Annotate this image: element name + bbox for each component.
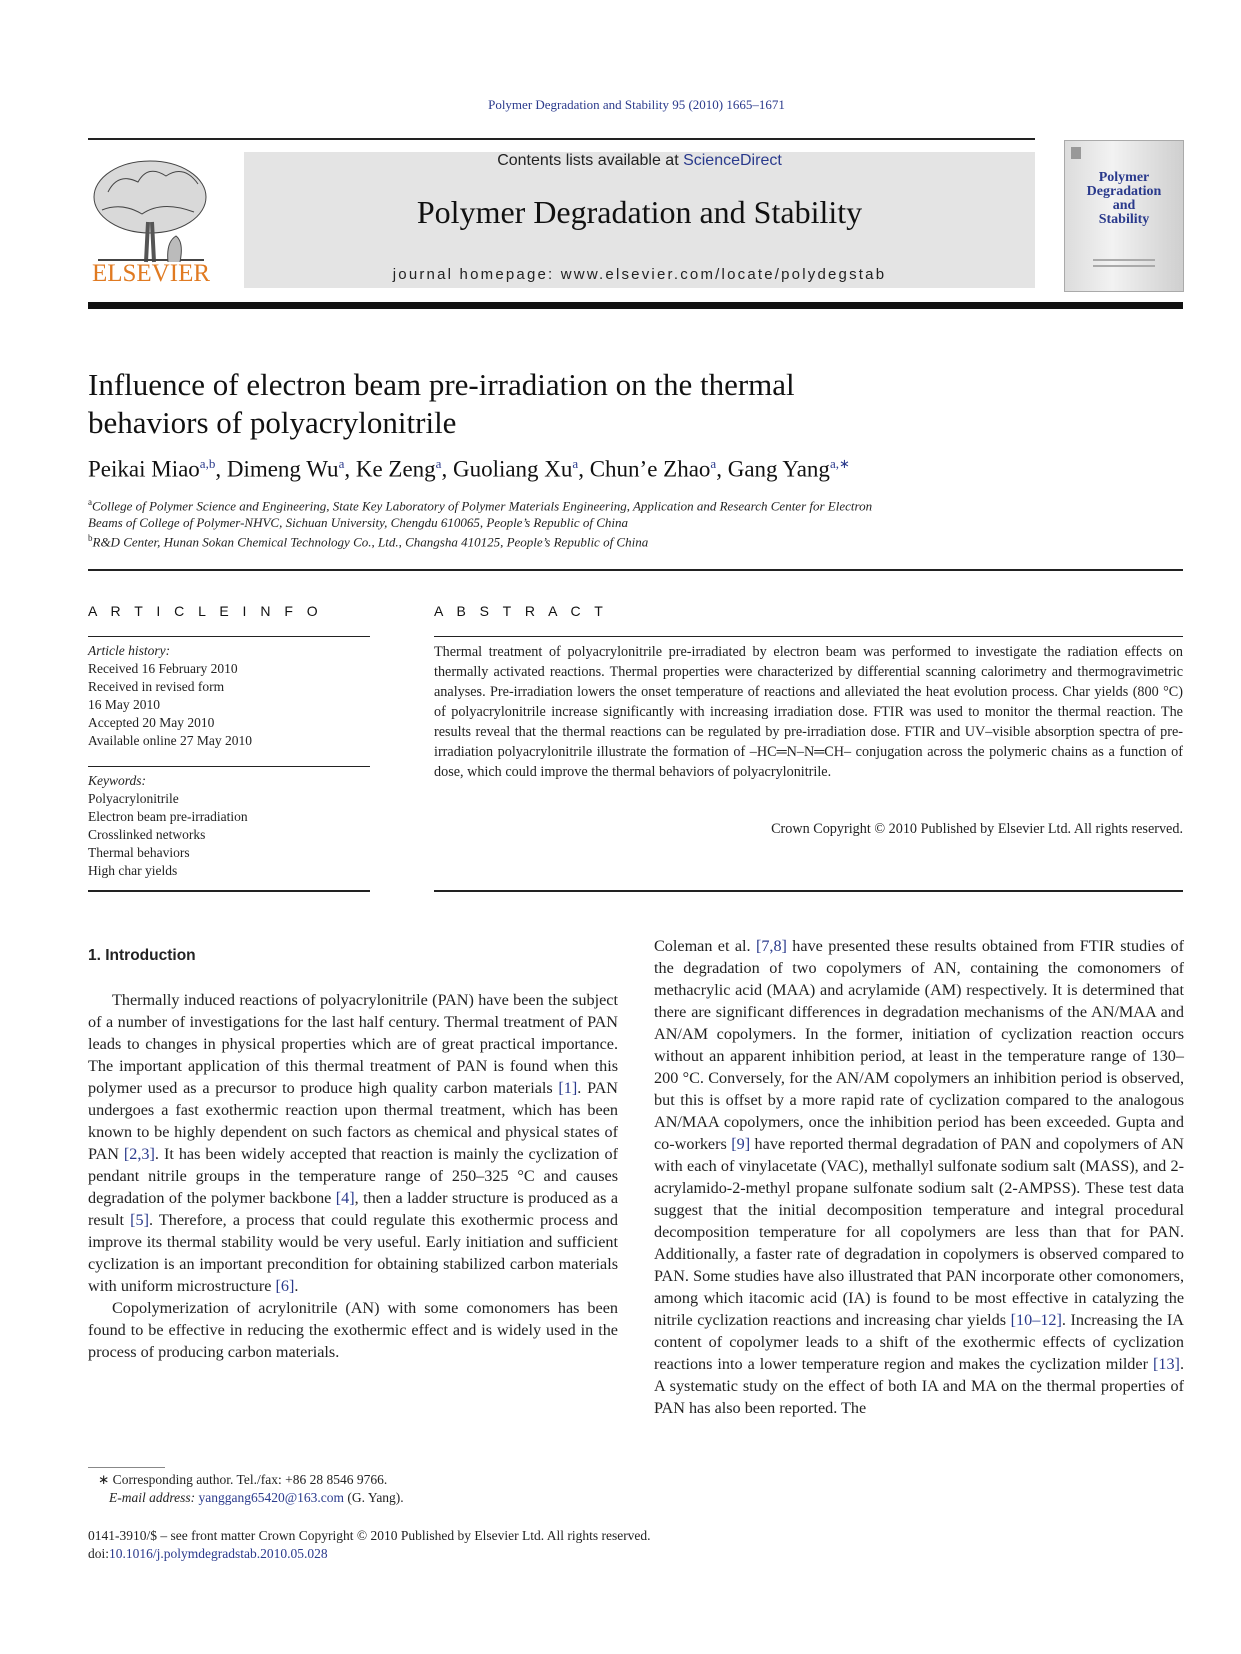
affiliation-text: Beams of College of Polymer-NHVC, Sichuan University, Chengdu 610065, People’s Republic of China [88,515,629,530]
journal-title: Polymer Degradation and Stability [416,194,863,230]
cover-title-line: Polymer [1098,170,1150,185]
body-paragraph [88,989,618,1297]
author-name: Gang Yang [727,456,830,482]
keywords-label: Keywords: [88,773,146,788]
history-item: 16 May 2010 [88,697,160,712]
doi-label: doi: [88,1546,110,1561]
citation-link[interactable]: [5] [130,1211,149,1229]
journal-cover-thumbnail[interactable] [1064,140,1184,292]
cover-title-line: Degradation [1086,184,1162,199]
author-name: Ke Zeng [355,456,436,482]
article-history [88,642,370,750]
body-text-run: . PAN undergoes a fast exothermic reaction upon thermal treatment, which has been known to be highly dependent on such factors as chemical and physical states of PAN [88,1079,618,1163]
abstract-rule [434,636,1183,637]
body-text-run: Coleman et al. [654,937,756,955]
affiliation-marker: b [88,533,93,543]
keywords [88,772,370,880]
email-link[interactable]: yanggang65420@163.com [198,1490,345,1505]
article-title-line: Influence of electron beam pre-irradiation on the thermal [88,367,795,402]
cover-title-line: Stability [1098,212,1150,227]
article-info-rule [88,636,370,637]
article-history-label: Article history: [88,643,171,658]
email-suffix: (G. Yang). [344,1490,404,1505]
footnote [98,1471,404,1507]
cover-logo-icon [1071,147,1081,159]
keyword-item: Crosslinked networks [88,827,206,842]
history-item: Accepted 20 May 2010 [88,715,215,730]
author-name: Dimeng Wu [226,456,339,482]
body-text-run: Copolymerization of acrylonitrile (AN) with some comonomers has been found to be effective in reducing the exothermic effect and is widely used in the process of producing carbon materials. [88,1299,618,1361]
author-name: Peikai Miao [88,456,200,482]
footnote-rule [88,1467,165,1468]
front-matter-note: 0141-3910/$ – see front matter Crown Copyright © 2010 Published by Elsevier Ltd. All rights reserved. [88,1528,651,1543]
body-text-run: have reported thermal degradation of PAN and copolymers of AN with each of vinylacetate (VAC), methallyl sulfonate sodium salt (MASS), and 2-acrylamido-2-methyl propane sulfonate sodium salt (2-AMPSS). These test data suggest that the initial decomposition temperature and integral procedural decomposition temperature for all copolymers are less than that for PAN. Additionally, a faster rate of degradation in copolymers is observed compared to PAN. Some studies have also illustrated that PAN incorporate other comonomers, among which itacomic acid (IA) is found to be most effective in catalyzing the nitrile cyclization reactions and increasing char yields [654,1135,1184,1329]
author-affiliation-link[interactable]: a,∗ [829,456,850,471]
affiliation-text: R&D Center, Hunan Sokan Chemical Technology Co., Ltd., Changsha 410125, People’s Republic of China [92,534,649,550]
header-top-rule [88,138,1035,140]
citation-link[interactable]: [4] [335,1189,355,1207]
cover-title-line: and [1112,198,1136,213]
author-affiliation-link[interactable]: a,b [199,456,216,471]
keyword-item: High char yields [88,863,178,878]
author-name: Chun’e Zhao [589,456,711,482]
author-affiliation-link[interactable]: a [435,456,442,471]
body-text-run: have presented these results obtained from FTIR studies of the degradation of two copolymers of AN, containing the comonomers of methacrylic acid (MAA) and acrylamide (AM) respectively. It is determined that there are significant differences in degradation mechanisms of the AN/MAA and AN/AM copolymers. In the former, initiation of cyclization reaction occurs without an apparent inhibition period, at least in the temperature range of 130–200 °C. Conversely, for the AN/AM copolymers an inhibition period is observed, but this is offset by a more rapid rate of cyclization compared to the analogous AN/MAA copolymers, once the inhibition period has been exceeded. Gupta and co-workers [654,937,1185,1153]
journal-homepage[interactable]: journal homepage: www.elsevier.com/locate/polydegstab [392,266,887,283]
cover-divider [1093,259,1155,261]
author-separator: , [344,456,356,482]
section-rule [88,569,1183,571]
journal-reference-link[interactable]: Polymer Degradation and Stability 95 (2010) 1665–1671 [488,97,785,112]
citation-link[interactable]: [9] [731,1135,751,1153]
article-title-line: behaviors of polyacrylonitrile [88,405,457,440]
article-info-rule [88,890,370,892]
affiliation-a [88,497,872,514]
author-affiliation-link[interactable]: a [338,456,345,471]
body-column-left [88,945,618,1363]
cover-title [1065,171,1183,227]
header-thick-rule [88,302,1183,309]
article-title [88,366,1088,442]
contents-prefix: Contents lists available at [497,152,684,169]
keyword-item: Thermal behaviors [88,845,190,860]
sciencedirect-link[interactable]: ScienceDirect [683,152,782,169]
affiliation-marker: a [88,497,92,507]
elsevier-logo[interactable] [88,152,214,292]
section-heading-introduction: 1. Introduction [88,947,196,964]
history-item: Available online 27 May 2010 [88,733,252,748]
elsevier-wordmark: ELSEVIER [91,260,211,287]
keyword-item: Electron beam pre-irradiation [88,809,248,824]
citation-link[interactable]: [2,3] [123,1145,155,1163]
body-paragraph [88,1297,618,1363]
article-info-heading: A R T I C L E I N F O [88,603,323,619]
author-separator: , [578,456,590,482]
history-item: Received 16 February 2010 [88,661,238,676]
citation-link[interactable]: [6] [275,1277,295,1295]
doi-link[interactable]: 10.1016/j.polymdegradstab.2010.05.028 [109,1546,328,1561]
citation-link[interactable]: [13] [1152,1355,1180,1373]
abstract-rule [434,890,1183,892]
body-text-run: . A systematic study on the effect of both IA and MA on the thermal properties of PAN has also been reported. The [654,1355,1184,1417]
author-name: Guoliang Xu [452,456,573,482]
author-separator: , [716,456,728,482]
body-text-run: . Increasing the IA content of copolymer leads to a shift of the exothermic effects of cyclization reactions into a lower temperature region and makes the cyclization milder [654,1311,1184,1373]
author-separator: , [441,456,453,482]
history-item: Received in revised form [88,679,225,694]
contents-line [244,152,1035,170]
body-text-run: Thermally induced reactions of polyacrylonitrile (PAN) have been the subject of a number of investigations for the last half century. Thermal treatment of PAN leads to changes in physical properties which are of great practical importance. The important application of this thermal treatment of PAN is found when this polymer used as a precursor to produce high quality carbon materials [88,991,618,1097]
page-footer [88,1527,651,1563]
affiliation-text: College of Polymer Science and Engineering, State Key Laboratory of Polymer Materials Engineering, Application and Research Center for Electron [92,498,873,514]
author-list [88,456,850,483]
email-label: E-mail address: [109,1490,199,1505]
abstract-copyright: Crown Copyright © 2010 Published by Elsevier Ltd. All rights reserved. [771,821,1183,837]
corresponding-author-note: ∗ Corresponding author. Tel./fax: +86 28 8546 9766. [98,1472,388,1487]
author-separator: , [215,456,227,482]
citation-link[interactable]: [7,8] [755,937,787,955]
citation-link[interactable]: [10–12] [1010,1311,1062,1329]
affiliation-a-cont [88,515,628,531]
body-column-right [654,935,1184,1419]
body-paragraph [654,935,1184,1419]
body-text-run: , then a ladder structure is produced as a result [88,1189,618,1229]
journal-banner [244,152,1035,288]
article-info-rule [88,766,370,767]
keyword-item: Polyacrylonitrile [88,791,179,806]
abstract-heading: A B S T R A C T [434,603,608,619]
affiliation-b [88,533,648,550]
author-affiliation-link[interactable]: a [572,456,579,471]
abstract-text: Thermal treatment of polyacrylonitrile pre-irradiated by electron beam was performed to investigate the radiation effects on thermally activated reactions. Thermal properties were characterized by differential scanning calorimetry and thermogravimetric analyses. Pre-irradiation lowers the onset temperature of reactions and alleviated the heat evolution process. Char yields (800 °C) of polyacrylonitrile increase significantly with increasing irradiation dose. FTIR was used to monitor the thermal reaction. The results reveal that the thermal reactions can be regulated by pre-irradiation dose. FTIR and UV–visible absorption spectra of pre-irradiation polyacrylonitrile illustrate the formation of –HC═N–N═CH– conjugation across the polymeric chains as a function of dose, which could improve the thermal behaviors of polyacrylonitrile. [434,644,1183,780]
citation-link[interactable]: [1] [558,1079,578,1097]
body-text-run: . It has been widely accepted that reaction is mainly the cyclization of pendant nitrile groups in the temperature range of 250–325 °C and causes degradation of the polymer backbone [88,1145,618,1207]
author-affiliation-link[interactable]: a [710,456,717,471]
body-text-run: . Therefore, a process that could regulate this exothermic process and improve its thermal stability would be very useful. Early initiation and sufficient cyclization is an important precondition for obtaining stabilized carbon materials with uniform microstructure [88,1211,618,1295]
body-text-run: . [294,1277,299,1295]
cover-divider [1093,265,1155,267]
